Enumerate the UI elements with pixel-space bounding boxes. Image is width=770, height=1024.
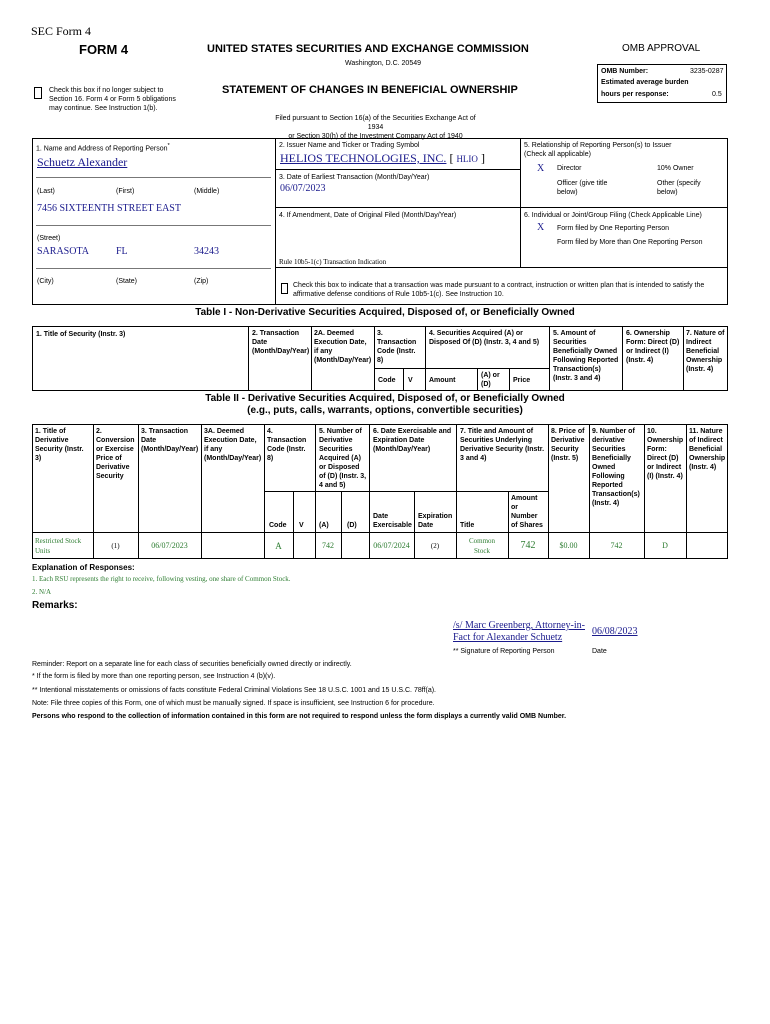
t2-sub-amount-shares: Amount or Number of Shares [511, 495, 543, 529]
t2-row-acquired: 742 [322, 541, 334, 550]
t2-col-transaction-date: 3. Transaction Date (Month/Day/Year) [141, 428, 199, 453]
street-value: 7456 SIXTEENTH STREET EAST [37, 203, 181, 214]
one-person-mark[interactable]: X [537, 222, 545, 233]
section16-note: Check this box if no longer subject to Section 16. Form 4 or Form 5 obligations may continue. See Instruction 1(b). [49, 87, 176, 112]
t2-col-ownership-form: 10. Ownership Form: Direct (D) or Indirect (I) (Instr. 4) [647, 428, 684, 480]
t1-col-transaction-code: 3. Transaction Code (Instr. 8) [377, 330, 417, 364]
table2-title: Table II - Derivative Securities Acquired, Disposed of, or Beneficially Owned (e.g., puts, calls, warrants, options, convertible securities) [205, 393, 565, 416]
t2-row-expiration: (2) [430, 542, 440, 550]
remarks-label: Remarks: [32, 600, 78, 611]
one-person-label: Form filed by One Reporting Person [557, 225, 670, 232]
rule-checkbox[interactable] [281, 283, 288, 294]
signature-value: /s/ Marc Greenberg, Attorney-in- Fact for Alexander Schuetz [453, 620, 585, 643]
ten-percent-owner-label: 10% Owner [657, 165, 694, 172]
t1-col-nature-indirect: 7. Nature of Indirect Beneficial Ownership (Instr. 4) [686, 330, 725, 373]
rule-label: Rule 10b5-1(c) Transaction Indication [279, 258, 387, 266]
t2-row-form: D [662, 541, 668, 550]
t2-col-nature-indirect: 11. Nature of Indirect Beneficial Ownership (Instr. 4) [689, 428, 726, 471]
omb-hours-label: hours per response: [601, 91, 669, 98]
t2-col-price: 8. Price of Derivative Security (Instr. 5) [551, 428, 585, 462]
t2-col-derivative-acquired: 5. Number of Derivative Securities Acquired (A) or Disposed of (D) (Instr. 3, 4 and 5) [319, 428, 367, 489]
t2-col-exercisable-expiration: 6. Date Exercisable and Expiration Date (Month/Day/Year) [373, 428, 452, 453]
box1-label: 1. Name and Address of Reporting Person* [36, 143, 170, 153]
t2-row-shares: 742 [520, 540, 536, 551]
middle-label: (Middle) [194, 188, 220, 195]
issuer-line: HELIOS TECHNOLOGIES, INC. [ HLIO ] [280, 151, 485, 165]
footer-reminder: Reminder: Report on a separate line for each class of securities beneficially owned directly or indirectly. [32, 661, 352, 668]
table1-title: Table I - Non-Derivative Securities Acquired, Disposed of, or Beneficially Owned [195, 307, 575, 318]
t2-sub-d: (D) [347, 522, 357, 529]
last-label: (Last) [37, 188, 55, 195]
city-label: (City) [37, 278, 54, 285]
t1-sub-amount: Amount [429, 377, 456, 384]
filed-pursuant: Filed pursuant to Section 16(a) of the Securities Exchange Act of 1934 or Section 30(h) of the Investment Company Act of 1940 [275, 115, 476, 140]
reporting-person-name: Schuetz Alexander [37, 155, 128, 169]
box3-label: 3. Date of Earliest Transaction (Month/Day/Year) [279, 174, 430, 181]
t2-row-underlying-title: Common Stock [468, 537, 496, 555]
city-value: SARASOTA [37, 246, 89, 257]
t2-row-price: $0.00 [559, 541, 578, 550]
t2-col-underlying: 7. Title and Amount of Securities Underlying Derivative Security (Instr. 3 and 4) [460, 428, 545, 462]
omb-title: OMB APPROVAL [622, 43, 701, 54]
t1-col-transaction-date: 2. Transaction Date (Month/Day/Year) [252, 330, 310, 355]
section16-checkbox[interactable] [34, 87, 42, 99]
t1-col-amount-owned: 5. Amount of Securities Beneficially Owned Following Reported Transaction(s) (Instr. 3 and 4) [553, 330, 619, 382]
more-persons-label: Form filed by More than One Reporting Person [557, 239, 703, 246]
footer-note-multiple: * If the form is filed by more than one reporting person, see Instruction 4 (b)(v). [32, 673, 276, 680]
other-label: Other (specify below) [657, 180, 701, 196]
signature-label: ** Signature of Reporting Person [453, 648, 555, 655]
state-value: FL [116, 246, 128, 257]
t1-sub-code: Code [378, 377, 396, 384]
box5-label: 5. Relationship of Reporting Person(s) to Issuer (Check all applicable) [524, 142, 672, 158]
omb-hours-value: 0.5 [712, 91, 722, 98]
t2-col-number-owned: 9. Number of derivative Securities Beneficially Owned Following Reported Transaction(s) (Instr. 4) [592, 428, 640, 507]
t2-row-date: 06/07/2023 [151, 541, 188, 550]
t2-col-title: 1. Title of Derivative Security (Instr. 3) [35, 428, 84, 462]
t1-sub-v: V [408, 377, 413, 384]
omb-number-value: 3235-0287 [690, 68, 724, 75]
t2-sub-title: Title [460, 522, 475, 529]
signature-date: 06/08/2023 [592, 626, 638, 637]
t2-row-exercisable: 06/07/2024 [373, 541, 410, 550]
street-label: (Street) [37, 235, 61, 242]
zip-label: (Zip) [194, 278, 209, 285]
t2-sub-v: V [299, 522, 304, 529]
doc-label: SEC Form 4 [31, 24, 92, 38]
box2-label: 2. Issuer Name and Ticker or Trading Symbol [279, 142, 420, 149]
t2-sub-a: (A) [319, 522, 329, 529]
ticker-symbol: HLIO [456, 154, 478, 164]
box6-label: 6. Individual or Joint/Group Filing (Check Applicable Line) [524, 212, 702, 219]
statement-title: STATEMENT OF CHANGES IN BENEFICIAL OWNERSHIP [222, 84, 518, 96]
t2-col-conversion: 2. Conversion or Exercise Price of Derivative Security [96, 428, 135, 480]
t2-row-conversion: (1) [111, 542, 120, 550]
footer-note-copies: Note: File three copies of this Form, one of which must be manually signed. If space is insufficient, see Instruction 6 for procedure. [32, 700, 435, 707]
t1-col-securities-acquired: 4. Securities Acquired (A) or Disposed Of (D) (Instr. 3, 4 and 5) [429, 330, 540, 346]
form-title: FORM 4 [79, 42, 129, 57]
omb-number-label: OMB Number: [601, 68, 649, 75]
signature-date-label: Date [592, 648, 607, 655]
issuer-name: HELIOS TECHNOLOGIES, INC. [280, 151, 447, 165]
t2-sub-date-exercisable: Date Exercisable [373, 513, 412, 529]
explanation-item-1: 1. Each RSU represents the right to receive, following vesting, one share of Common Stock. [32, 575, 291, 583]
agency-location: Washington, D.C. 20549 [345, 60, 422, 67]
footer-note-violations: ** Intentional misstatements or omissions of facts constitute Federal Criminal Violations See 18 U.S.C. 1001 and 15 U.S.C. 78ff(a). [32, 687, 436, 694]
t1-sub-a-or-d: (A) or (D) [481, 372, 500, 388]
t1-col-ownership-form: 6. Ownership Form: Direct (D) or Indirect (I) (Instr. 4) [626, 330, 680, 364]
t1-col-deemed-date: 2A. Deemed Execution Date, if any (Month/Day/Year) [314, 330, 372, 364]
t1-sub-price: Price [513, 377, 531, 384]
t2-col-transaction-code: 4. Transaction Code (Instr. 8) [267, 428, 307, 462]
director-mark[interactable]: X [537, 163, 545, 174]
t2-row-owned: 742 [610, 541, 623, 550]
t2-row-code: A [275, 541, 282, 551]
rule-text: Check this box to indicate that a transaction was made pursuant to a contract, instruction or written plan that is intended to satisfy the affirmative defense conditions of Rule 10b5-1(c). See Instruction 10. [293, 282, 705, 298]
zip-value: 34243 [194, 246, 219, 257]
director-label: Director [557, 165, 582, 172]
officer-label: Officer (give title below) [557, 180, 608, 196]
footer-omb-notice: Persons who respond to the collection of information contained in this form are not required to respond unless the form displays a currently valid OMB Number. [32, 713, 567, 720]
first-label: (First) [116, 188, 135, 195]
box4-label: 4. If Amendment, Date of Original Filed (Month/Day/Year) [279, 212, 457, 219]
t2-col-deemed-date: 3A. Deemed Execution Date, if any (Month/Day/Year) [204, 428, 262, 462]
t2-sub-expiration-date: Expiration Date [418, 513, 453, 529]
explanation-label: Explanation of Responses: [32, 563, 135, 572]
explanation-item-2: 2. N/A [32, 588, 52, 596]
omb-burden-label: Estimated average burden [601, 79, 689, 86]
agency-title: UNITED STATES SECURITIES AND EXCHANGE COMMISSION [207, 43, 529, 55]
t2-sub-code: Code [269, 522, 287, 529]
earliest-transaction-date: 06/07/2023 [280, 183, 326, 194]
state-label: (State) [116, 278, 138, 285]
t2-row-title: Restricted Stock Units [35, 537, 82, 555]
t1-col-title: 1. Title of Security (Instr. 3) [36, 331, 126, 338]
